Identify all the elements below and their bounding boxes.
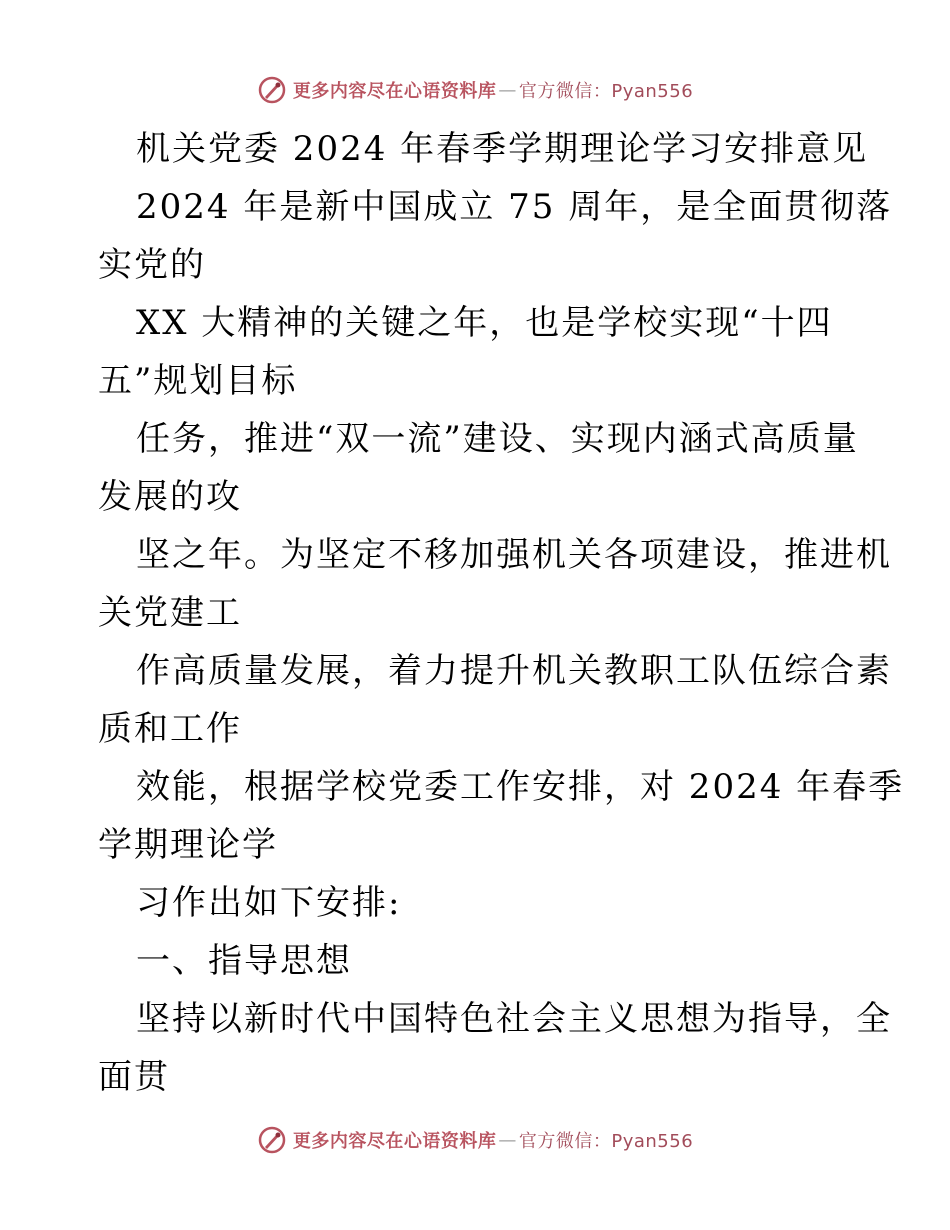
text-line: 关党建工 bbox=[98, 593, 242, 633]
text-line: 面贯 bbox=[98, 1057, 170, 1097]
text-line: 坚之年。为坚定不移加强机关各项建设，推进机 bbox=[136, 535, 892, 575]
watermark-separator: — bbox=[498, 79, 517, 101]
text-line: 习作出如下安排: bbox=[136, 883, 402, 923]
text-line: 坚持以新时代中国特色社会主义思想为指导，全 bbox=[136, 999, 892, 1039]
text-line: 效能，根据学校党委工作安排，对 2024 年春季 bbox=[136, 767, 905, 807]
text-line: XX 大精神的关键之年，也是学校实现“十四 bbox=[136, 303, 833, 343]
footer-watermark bbox=[0, 1120, 950, 1160]
document-title: 机关党委 2024 年春季学期理论学习安排意见 bbox=[136, 129, 869, 169]
watermark-main-text: 更多内容尽在心语资料库 bbox=[292, 1131, 497, 1152]
text-line: 任务，推进“双一流”建设、实现内涵式高质量 bbox=[136, 419, 859, 459]
text-line: 作高质量发展，着力提升机关教职工队伍综合素 bbox=[136, 651, 892, 691]
text-line: 2024 年是新中国成立 75 周年，是全面贯彻落 bbox=[136, 187, 893, 227]
text-line: 质和工作 bbox=[98, 709, 242, 749]
text-line: 发展的攻 bbox=[98, 477, 242, 517]
watermark-separator: — bbox=[498, 1129, 517, 1151]
watermark-wechat-text: 官方微信：Pyan556 bbox=[518, 81, 694, 102]
quill-circle-logo-icon bbox=[257, 75, 287, 105]
text-line: 学期理论学 bbox=[98, 825, 278, 865]
header-watermark bbox=[0, 70, 950, 110]
text-line: 实党的 bbox=[98, 245, 206, 285]
quill-circle-logo-icon bbox=[257, 1125, 287, 1155]
section-heading: 一、指导思想 bbox=[136, 941, 352, 981]
watermark-wechat-text: 官方微信：Pyan556 bbox=[518, 1131, 694, 1152]
document-body bbox=[98, 120, 905, 1106]
watermark-main-text: 更多内容尽在心语资料库 bbox=[292, 81, 497, 102]
text-line: 五”规划目标 bbox=[98, 361, 298, 401]
